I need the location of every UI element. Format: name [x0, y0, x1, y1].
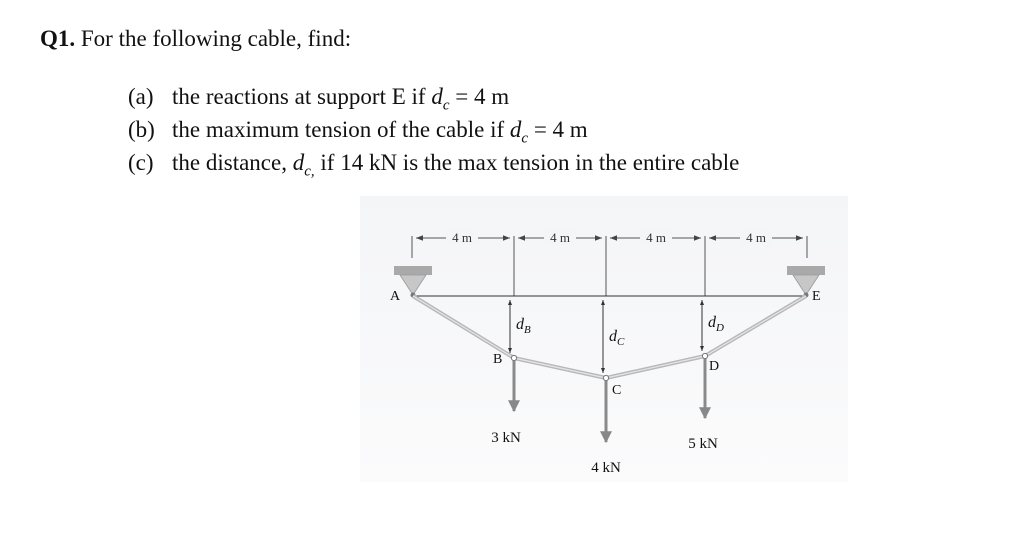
span-label-bc: 4 m [550, 230, 570, 245]
label-sag-b: $d_B$ [516, 316, 531, 336]
part-b [128, 113, 739, 146]
label-support-a: A [390, 289, 401, 304]
label-load-c: 4 kN [591, 460, 621, 476]
span-label-cd: 4 m [646, 230, 666, 245]
node-c [603, 375, 608, 380]
part-variable: $d_c$ [431, 84, 450, 114]
label-point-c: C [612, 383, 622, 398]
question-heading [40, 26, 351, 52]
part-text-end: = 4 m [528, 117, 588, 142]
part-text-end: = 4 m [449, 84, 510, 109]
label-load-d: 5 kN [688, 436, 718, 452]
label-sag-c: $d_C$ [609, 328, 625, 348]
part-letter: (a) [128, 84, 154, 109]
label-point-b: B [493, 352, 503, 367]
label-sag-d: $d_D$ [708, 314, 724, 334]
part-text: the maximum tension of the cable if [172, 117, 510, 142]
part-text: the reactions at support E if [172, 84, 432, 109]
node-d [702, 353, 707, 358]
label-load-b: 3 kN [491, 430, 521, 446]
part-letter: (b) [128, 117, 155, 142]
part-c [128, 146, 739, 179]
part-a [128, 80, 739, 113]
label-support-e: E [812, 289, 821, 304]
span-label-de: 4 m [746, 230, 766, 245]
part-text-end: if 14 kN is the max tension in the entire cable [314, 150, 740, 175]
part-variable: $d_{c,}$ [292, 150, 315, 180]
part-letter: (c) [128, 150, 154, 175]
node-b [511, 355, 516, 360]
part-text: the distance, [172, 150, 293, 175]
label-point-d: D [709, 359, 720, 374]
question-number: Q1. [40, 26, 76, 51]
diagram-background [360, 196, 848, 482]
question-parts-list [128, 80, 739, 179]
part-variable: $d_c$ [509, 117, 529, 147]
question-prompt: For the following cable, find: [80, 26, 352, 51]
cable-diagram [360, 196, 848, 482]
span-label-ab: 4 m [452, 230, 472, 245]
